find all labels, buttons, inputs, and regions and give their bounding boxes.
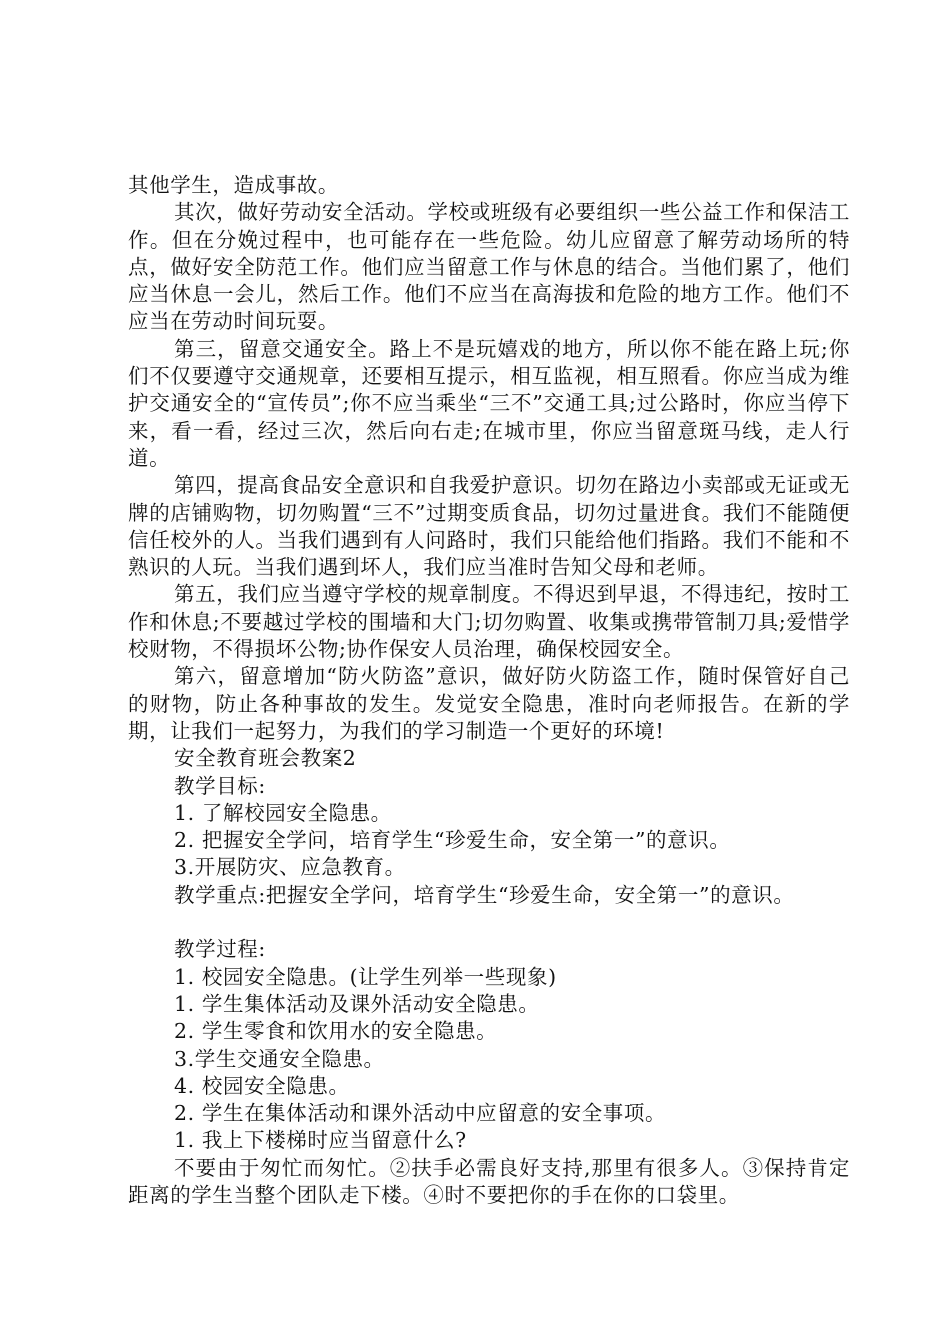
paragraph-labor-safety: 其次，做好劳动安全活动。学校或班级有必要组织一些公益工作和保洁工作。但在分娩过程中，也可能存在一些危险。幼儿应留意了解劳动场所的特点，做好安全防范工作。他们应当留意工作与休息的结合。当他们累了，他们应当休息一会儿，然后工作。他们不应当在高海拔和危险的地方工作。他们不应当在劳动时间玩耍。 [128, 200, 850, 334]
process-item: 4. 校园安全隐患。 [174, 1073, 350, 1098]
teaching-process-label: 教学过程: [174, 937, 266, 962]
teaching-goals-label: 教学目标: [174, 773, 266, 798]
section-heading: 安全教育班会教案2 [174, 746, 357, 771]
process-item: 1. 校园安全隐患。(让学生列举一些现象) [174, 964, 557, 989]
process-item: 3.学生交通安全隐患。 [174, 1046, 385, 1071]
paragraph-fire-theft: 第六，留意增加“防火防盗”意识，做好防火防盗工作，随时保管好自己的财物，防止各种事故的发生。发觉安全隐患，准时向老师报告。在新的学期，让我们一起努力，为我们的学习制造一个更好的环境! [128, 664, 850, 743]
teaching-focus: 教学重点:把握安全学问，培育学生“珍爱生命，安全第一”的意识。 [174, 882, 795, 907]
paragraph-food-safety: 第四，提高食品安全意识和自我爱护意识。切勿在路边小卖部或无证或无牌的店铺购物，切勿购置“三不”过期变质食品，切勿过量进食。我们不能随便信任校外的人。当我们遇到有人问路时，我们只能给他们指路。我们不能和不熟识的人玩。当我们遇到坏人，我们应当准时告知父母和老师。 [128, 473, 850, 580]
paragraph-traffic-safety: 第三，留意交通安全。路上不是玩嬉戏的地方，所以你不能在路上玩;你们不仅要遵守交通规章，还要相互提示，相互监视，相互照看。你应当成为维护交通安全的“宣传员”;你不应当乘坐“三不”交通工具;过公路时，你应当停下来，看一看，经过三次，然后向右走;在城市里，你应当留意斑马线，走人行道。 [128, 336, 850, 470]
process-item: 1. 我上下楼梯时应当留意什么? [174, 1128, 467, 1153]
process-item: 2. 学生零食和饮用水的安全隐患。 [174, 1019, 498, 1044]
paragraph-school-rules: 第五，我们应当遵守学校的规章制度。不得迟到早退，不得违纪，按时工作和休息;不要越过学校的围墙和大门;切勿购置、收集或携带管制刀具;爱惜学校财物，不得损坏公物;协作保安人员治理，确保校园安全。 [128, 582, 850, 662]
document-body [128, 172, 850, 1209]
paragraph-stairs: 不要由于匆忙而匆忙。②扶手必需良好支持,那里有很多人。③保持肯定距离的学生当整个团队走下楼。④时不要把你的手在你的口袋里。 [128, 1155, 850, 1207]
process-item: 1. 学生集体活动及课外活动安全隐患。 [174, 991, 540, 1016]
goal-item: 3.开展防灾、应急教育。 [174, 855, 406, 880]
goal-item: 1. 了解校园安全隐患。 [174, 800, 392, 825]
paragraph-continuation: 其他学生，造成事故。 [128, 173, 339, 197]
blank-line [128, 909, 850, 936]
goal-item: 2. 把握安全学问，培育学生“珍爱生命，安全第一”的意识。 [174, 828, 731, 853]
process-item: 2. 学生在集体活动和课外活动中应留意的安全事项。 [174, 1101, 667, 1126]
